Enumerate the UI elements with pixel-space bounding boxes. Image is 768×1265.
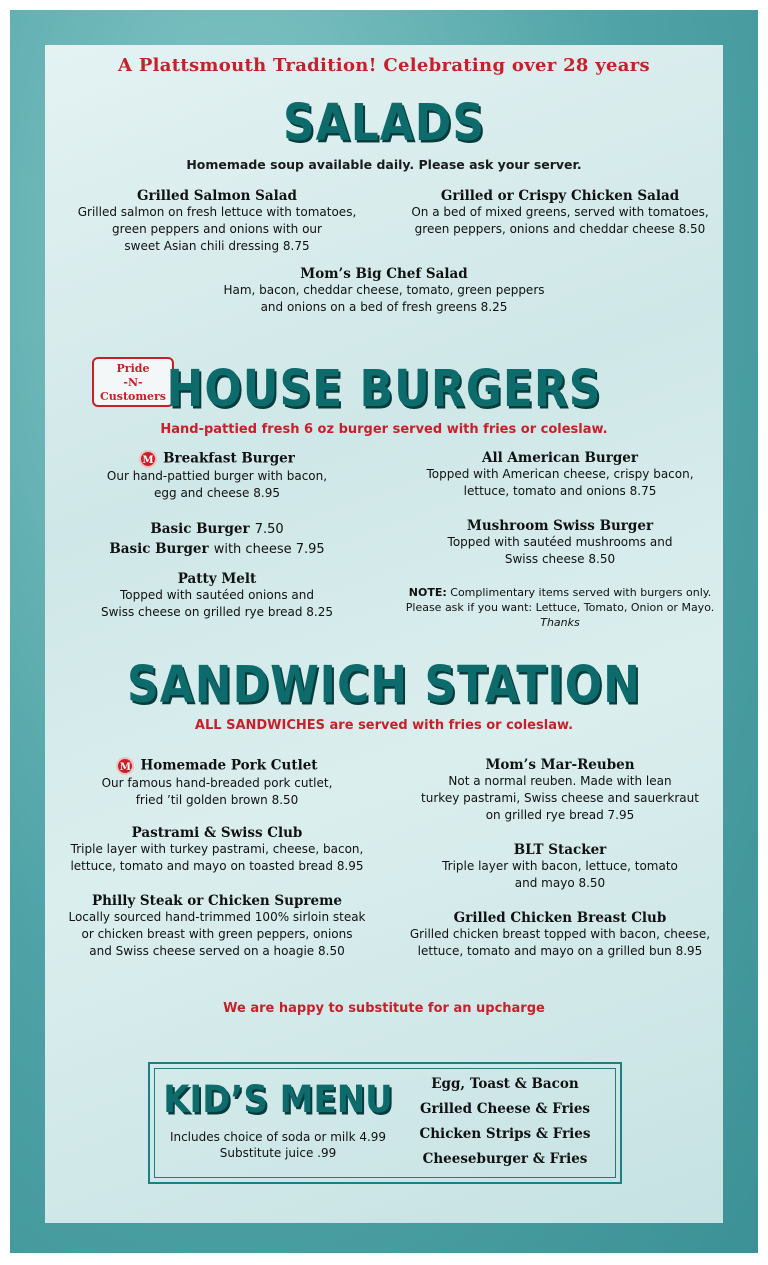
item-name: All American Burger xyxy=(482,450,638,466)
burger-note xyxy=(393,585,727,630)
sandwich-heading: SANDWICH STATION xyxy=(127,656,641,715)
kids-menu-info xyxy=(158,1129,398,1161)
note-line: Please ask if you want: Lettuce, Tomato, Onion or Mayo. xyxy=(405,601,715,614)
m-logo-icon: M xyxy=(116,757,134,775)
kids-menu-title: KID’S MENU xyxy=(163,1078,393,1122)
kids-option: Cheeseburger & Fries xyxy=(422,1151,588,1167)
item-name: Pastrami & Swiss Club xyxy=(131,825,303,841)
burgers-subtitle: Hand-pattied fresh 6 oz burger served with fries or coleslaw. xyxy=(160,422,608,437)
item-desc-line: Swiss cheese 8.50 xyxy=(504,552,616,566)
badge-line: -N- xyxy=(123,376,143,389)
burgers-heading: HOUSE BURGERS xyxy=(166,360,602,419)
item-desc-line: Ham, bacon, cheddar cheese, tomato, green peppers xyxy=(223,283,545,297)
item-desc-line: and mayo 8.50 xyxy=(514,876,606,890)
m-logo-icon: M xyxy=(139,450,157,468)
menu-item-breakfast-burger xyxy=(52,450,382,502)
sandwich-subtitle: ALL SANDWICHES are served with fries or coleslaw. xyxy=(194,718,574,733)
item-name: Grilled Salmon Salad xyxy=(137,188,297,204)
item-desc-line: egg and cheese 8.95 xyxy=(154,486,280,500)
menu-item-chicken-salad xyxy=(395,188,725,238)
item-name: Mom’s Big Chef Salad xyxy=(300,266,468,282)
menu-item-patty-melt xyxy=(52,571,382,621)
kids-options xyxy=(400,1076,610,1176)
item-desc-line: fried ’til golden brown 8.50 xyxy=(135,793,299,807)
kids-option: Egg, Toast & Bacon xyxy=(431,1076,579,1092)
badge-line: Pride xyxy=(116,362,150,375)
item-desc-line: Topped with American cheese, crispy bacon, xyxy=(426,467,694,481)
menu-item-blt-stacker xyxy=(395,842,725,892)
item-desc-line: lettuce, tomato and onions 8.75 xyxy=(463,484,657,498)
kids-info-line: Includes choice of soda or milk 4.99 xyxy=(169,1130,387,1144)
item-desc-line: Triple layer with bacon, lettuce, tomato xyxy=(442,859,678,873)
badge-line: Customers xyxy=(100,390,166,403)
kids-option: Grilled Cheese & Fries xyxy=(419,1101,591,1117)
menu-item-pork-cutlet xyxy=(52,757,382,809)
item-name: Basic Burger xyxy=(109,541,209,557)
menu-item-mushroom-swiss-burger xyxy=(395,518,725,568)
item-desc-line: or chicken breast with green peppers, onions xyxy=(81,927,353,941)
item-name: Breakfast Burger xyxy=(163,450,295,467)
item-price: with cheese 7.95 xyxy=(213,542,325,557)
item-desc-line: sweet Asian chili dressing 8.75 xyxy=(124,239,310,253)
item-name: BLT Stacker xyxy=(513,842,607,858)
tagline: A Plattsmouth Tradition! Celebrating over 28 years xyxy=(118,55,650,76)
item-desc-line: lettuce, tomato and mayo on toasted bread 8.95 xyxy=(70,859,364,873)
item-price: 7.50 xyxy=(254,522,284,537)
item-desc-line: Our hand-pattied burger with bacon, xyxy=(106,469,328,483)
item-desc-line: Grilled salmon on fresh lettuce with tomatoes, xyxy=(77,205,357,219)
substitute-note: We are happy to substitute for an upcharge xyxy=(223,1001,545,1016)
menu-item-mar-reuben xyxy=(395,757,725,824)
item-name: Grilled Chicken Breast Club xyxy=(453,910,667,926)
salads-heading: SALADS xyxy=(282,94,486,153)
menu-item-philly-steak xyxy=(42,893,392,960)
item-desc-line: Topped with sautéed onions and xyxy=(120,588,314,602)
item-name: Basic Burger xyxy=(150,521,250,537)
item-desc-line: Grilled chicken breast topped with bacon, cheese, xyxy=(409,927,711,941)
item-name: Philly Steak or Chicken Supreme xyxy=(91,893,343,909)
menu-item-grilled-salmon-salad xyxy=(52,188,382,255)
item-desc-line: On a bed of mixed greens, served with tomatoes, xyxy=(411,205,709,219)
salads-subtitle: Homemade soup available daily. Please ask your server. xyxy=(186,157,582,172)
item-name: Grilled or Crispy Chicken Salad xyxy=(440,188,680,204)
item-desc-line: Not a normal reuben. Made with lean xyxy=(448,774,672,788)
item-desc-line: Topped with sautéed mushrooms and xyxy=(447,535,673,549)
note-line: Complimentary items served with burgers only. xyxy=(450,586,712,599)
item-desc-line: and onions on a bed of fresh greens 8.25 xyxy=(260,300,508,314)
menu-item-chef-salad xyxy=(184,266,584,316)
note-thanks: Thanks xyxy=(540,616,580,629)
note-label: NOTE: xyxy=(408,586,447,599)
item-desc-line: lettuce, tomato and mayo on a grilled bun 8.95 xyxy=(417,944,703,958)
item-desc-line: turkey pastrami, Swiss cheese and sauerkraut xyxy=(421,791,699,805)
menu-item-pastrami-swiss-club xyxy=(42,825,392,875)
menu-item-all-american-burger xyxy=(395,450,725,500)
kids-info-line: Substitute juice .99 xyxy=(219,1146,337,1160)
item-desc-line: Locally sourced hand-trimmed 100% sirloin steak xyxy=(68,910,366,924)
item-desc-line: on grilled rye bread 7.95 xyxy=(485,808,635,822)
item-desc-line: Swiss cheese on grilled rye bread 8.25 xyxy=(100,605,334,619)
item-desc-line: and Swiss cheese served on a hoagie 8.50 xyxy=(89,944,345,958)
item-desc-line: Our famous hand-breaded pork cutlet, xyxy=(101,776,333,790)
menu-item-basic-burger xyxy=(52,518,382,558)
item-name: Mom’s Mar-Reuben xyxy=(485,757,635,773)
item-name: Mushroom Swiss Burger xyxy=(466,518,654,534)
item-name: Homemade Pork Cutlet xyxy=(140,757,318,774)
kids-option: Chicken Strips & Fries xyxy=(419,1126,591,1142)
item-desc-line: Triple layer with turkey pastrami, cheese, bacon, xyxy=(70,842,364,856)
item-name: Patty Melt xyxy=(177,571,257,587)
item-desc-line: green peppers, onions and cheddar cheese 8.50 xyxy=(414,222,706,236)
menu-item-chicken-breast-club xyxy=(393,910,727,960)
item-desc-line: green peppers and onions with our xyxy=(112,222,322,236)
